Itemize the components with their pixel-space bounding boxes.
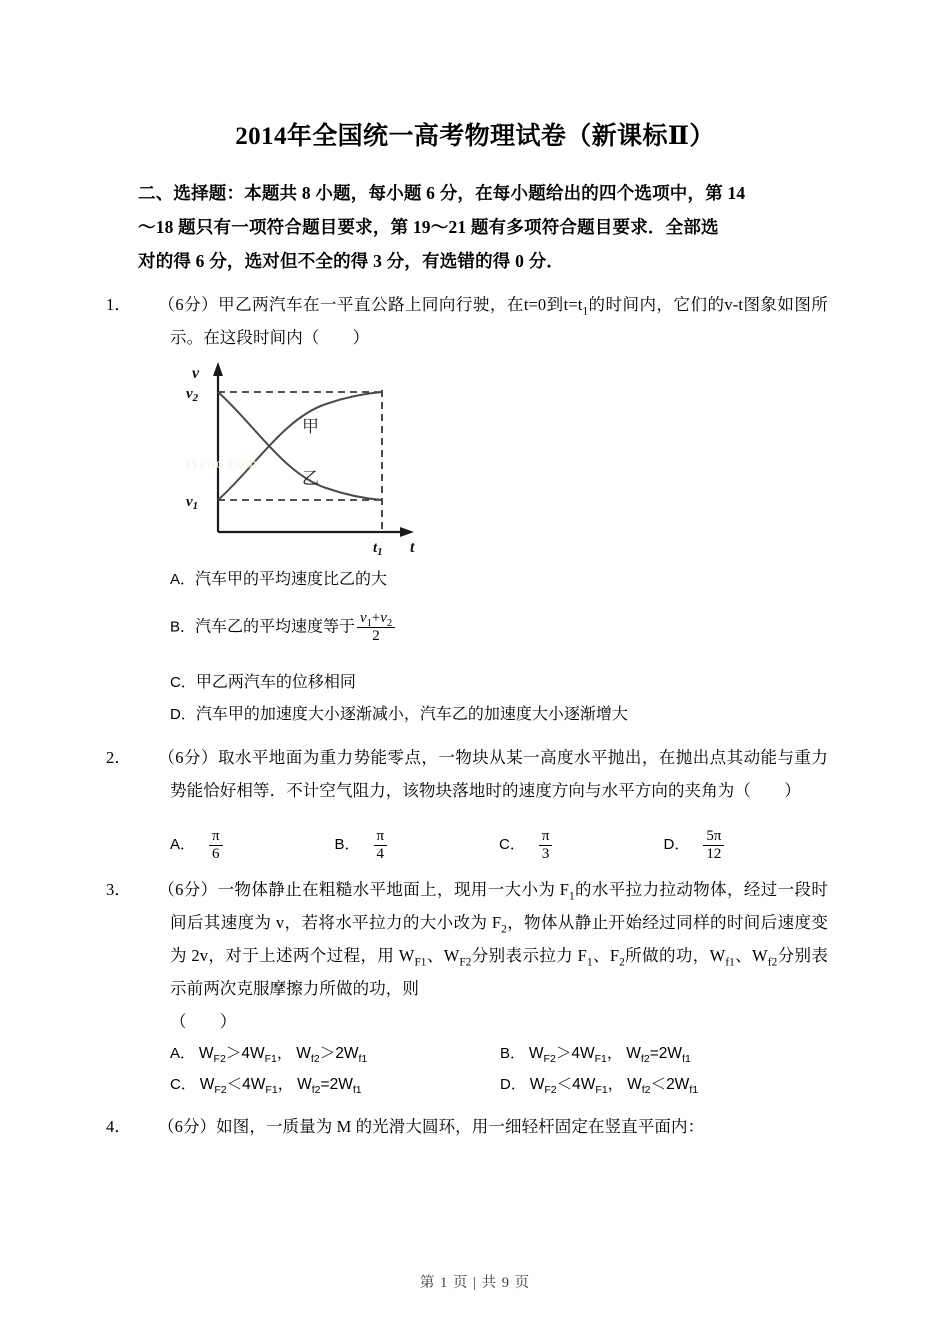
question-3-score: （6分）	[158, 879, 218, 899]
q3-stem-g: 所做的功，W	[624, 945, 726, 965]
q3-sub-h: f2	[767, 955, 778, 968]
opt-b-s1: F2	[543, 1052, 556, 1065]
question-3-option-a	[170, 1038, 500, 1069]
option-b-fraction	[374, 828, 388, 863]
opt-c-s2: F1	[265, 1083, 278, 1096]
question-1-stem	[106, 288, 828, 354]
opt-d-mid: 4W	[572, 1075, 596, 1093]
question-3-stem	[106, 873, 828, 1005]
question-4-stem	[106, 1110, 828, 1143]
option-d-letter: D．	[663, 835, 690, 853]
option-d-numerator: 5π	[703, 828, 724, 846]
y-axis-arrow	[213, 362, 223, 376]
question-3-options-row-2	[138, 1069, 828, 1100]
opt-c-s3: f2	[311, 1083, 321, 1096]
opt-a-s1: F2	[213, 1052, 226, 1065]
q3-answer-paren: （ ）	[170, 1011, 237, 1031]
opt-a-mid: 4W	[241, 1044, 265, 1062]
document-content	[106, 176, 828, 1143]
question-2-options	[138, 807, 828, 863]
opt-c-s1: F2	[214, 1083, 227, 1096]
opt-c-s4: f1	[352, 1083, 362, 1096]
option-b-letter: B．	[170, 618, 196, 636]
question-1-stem-part2: 的时间内，它们的v‑t图象如图所示。在这段时间内（ ）	[170, 295, 828, 347]
option-d-fraction	[703, 828, 724, 863]
opt-b-w1: W	[528, 1044, 544, 1062]
q3-sub-b: 2	[501, 922, 507, 935]
opt-d-w1: W	[529, 1075, 545, 1093]
option-a-letter: A．	[170, 835, 196, 853]
question-3-option-d	[500, 1069, 698, 1100]
question-2-option-d	[664, 828, 829, 863]
question-4-stem-text: 如图，一质量为 M 的光滑大圆环，用一细轻杆固定在竖直平面内：	[216, 1116, 705, 1136]
opt-a-op1: ＞	[225, 1044, 242, 1062]
section-instructions	[138, 176, 828, 278]
question-1-score: （6分）	[158, 295, 219, 314]
question-4-score: （6分）	[158, 1116, 217, 1136]
opt-a-comma: ，	[276, 1044, 293, 1062]
opt-d-s1: F2	[544, 1083, 557, 1096]
question-2-stem-text: 取水平地面为重力势能零点，一物块从某一高度水平抛出，在抛出点其动能与重力势能恰好相等．不计空气阻力，该物块落地时的速度方向与水平方向的夹角为（ ）	[170, 747, 828, 800]
question-1	[106, 288, 828, 731]
option-b-numerator: π	[374, 828, 388, 846]
frac-v1-sub: 1	[366, 618, 372, 629]
question-2-stem	[106, 741, 828, 807]
opt-c-w1: W	[199, 1075, 215, 1093]
curve-jia	[218, 392, 382, 500]
opt-d-op2: ＜	[650, 1075, 667, 1093]
opt-c-mid: 4W	[242, 1075, 266, 1093]
opt-b-op2: =	[649, 1044, 659, 1062]
opt-b-s4: f1	[682, 1052, 691, 1065]
x-axis-label: t	[410, 539, 415, 556]
opt-a-s3: f2	[310, 1052, 320, 1065]
option-c-letter: C．	[499, 835, 525, 853]
q3-sub-a: 1	[569, 889, 575, 902]
q3-stem-h: 、W	[734, 945, 768, 965]
section-instructions-line-2: ～18 题只有一项符合题目要求，第 19～21 题有多项符合题目要求．全部选	[138, 217, 719, 237]
y-tick-v1: $v_1$	[186, 494, 199, 512]
question-2-option-b	[335, 828, 500, 863]
annotation-jia: 甲	[302, 417, 319, 436]
y-tick-v2: $v_2$	[186, 386, 199, 404]
opt-c-mid2: 2W	[329, 1075, 353, 1093]
question-2	[106, 741, 828, 863]
q3-stem-a: 一物体静止在粗糙水平地面上，现用一大小为 F	[217, 879, 570, 899]
question-2-option-c	[499, 828, 664, 863]
question-1-number: 1．	[106, 295, 131, 314]
option-b-denominator: 4	[376, 845, 385, 862]
option-a-letter: A．	[170, 1044, 196, 1062]
opt-d-comma: ，	[607, 1075, 624, 1093]
q3-stem-i: 分别表示前两次克服摩擦力所做的功，则	[170, 945, 828, 998]
option-d-text: 汽车甲的加速度大小逐渐减小，汽车乙的加速度大小逐渐增大	[195, 705, 628, 723]
q3-stem-b: 的水平拉力拉动物体，经过一段时间后其速度为 v，若将水平拉力的大小改为 F	[170, 879, 828, 932]
q3-stem-f: 、F	[592, 945, 620, 965]
q3-stem-d: 、W	[426, 945, 460, 965]
option-a-text: 汽车甲的平均速度比乙的大	[195, 571, 388, 588]
option-c-letter: C．	[170, 673, 196, 691]
opt-b-comma: ，	[606, 1044, 623, 1062]
opt-c-comma: ，	[277, 1075, 294, 1093]
option-b-text: 汽车乙的平均速度等于	[195, 618, 356, 636]
opt-a-s4: f1	[358, 1052, 368, 1065]
opt-d-s2: F1	[595, 1083, 608, 1096]
option-b-fraction-numerator	[357, 610, 395, 628]
option-a-numerator: π	[209, 828, 223, 846]
question-3-options-row-1	[138, 1038, 828, 1069]
opt-c-op2: =	[320, 1075, 330, 1093]
frac-v2: v	[380, 610, 387, 626]
option-d-letter: D．	[500, 1075, 526, 1093]
opt-a-w1: W	[198, 1044, 214, 1062]
watermark: jyeoo.com	[186, 456, 258, 472]
opt-a-op2: ＞	[319, 1044, 336, 1062]
question-1-option-b	[138, 610, 828, 645]
question-4	[106, 1110, 828, 1143]
page-footer: 第 1 页 | 共 9 页	[419, 1275, 531, 1291]
q3-stem-e: 分别表示拉力 F	[471, 945, 587, 965]
question-1-option-a	[138, 564, 828, 596]
question-3-option-b	[500, 1038, 691, 1069]
opt-d-s4: f1	[689, 1083, 699, 1096]
question-2-score: （6分）	[158, 747, 218, 767]
option-a-fraction	[209, 828, 223, 863]
velocity-time-graph-svg	[174, 360, 474, 560]
q3-stem-c: ，物体从静止开始经过同样的时间后速度变为 2v，对于上述两个过程，用 W	[170, 912, 828, 965]
frac-v2-sub: 2	[386, 618, 393, 629]
page-title: 2014年全国统一高考物理试卷（新课标Ⅱ）	[235, 123, 715, 150]
opt-a-w2: W	[296, 1044, 311, 1062]
opt-d-op1: ＜	[556, 1075, 573, 1093]
velocity-time-graph	[174, 360, 474, 560]
opt-d-s3: f2	[641, 1083, 651, 1096]
opt-d-mid2: 2W	[666, 1075, 690, 1093]
question-3-number: 3．	[106, 879, 131, 899]
question-3-option-c	[170, 1069, 500, 1100]
opt-b-s2: F1	[594, 1052, 607, 1065]
question-1-stem-sub: 1	[582, 305, 589, 318]
q3-sub-d: F2	[459, 955, 472, 968]
option-d-letter: D．	[170, 705, 196, 723]
opt-b-mid2: 2W	[658, 1044, 683, 1062]
option-c-numerator: π	[539, 828, 553, 846]
x-axis-arrow	[400, 527, 414, 537]
option-b-letter: B．	[500, 1044, 526, 1062]
option-c-letter: C．	[170, 1075, 196, 1093]
option-b-letter: B．	[334, 835, 360, 853]
opt-b-s3: f2	[640, 1052, 650, 1065]
opt-b-op1: ＞	[555, 1044, 572, 1062]
option-b-fraction-denominator: 2	[372, 627, 380, 644]
q3-sub-g: f1	[725, 955, 735, 968]
x-tick-t1: $t_1$	[373, 540, 383, 558]
opt-c-op1: ＜	[226, 1075, 243, 1093]
question-4-number: 4．	[106, 1116, 131, 1136]
opt-d-w2: W	[627, 1075, 642, 1093]
question-1-option-d	[138, 699, 828, 731]
opt-a-mid2: 2W	[335, 1044, 359, 1062]
opt-b-w2: W	[626, 1044, 641, 1062]
annotation-yi: 乙	[302, 469, 319, 488]
option-a-letter: A．	[170, 571, 196, 588]
frac-plus: +	[371, 610, 381, 626]
question-3-paren	[138, 1005, 828, 1038]
option-c-fraction	[539, 828, 553, 863]
option-c-denominator: 3	[541, 845, 550, 862]
y-axis-label: v	[192, 365, 200, 382]
q3-sub-f: 2	[619, 955, 625, 968]
question-1-option-c	[138, 667, 828, 699]
section-instructions-line-3: 对的得 6 分，选对但不全的得 3 分，有选错的得 0 分．	[138, 251, 564, 271]
option-d-denominator: 12	[706, 845, 722, 862]
option-b-fraction	[357, 610, 395, 645]
frac-v1: v	[360, 610, 367, 626]
option-a-denominator: 6	[212, 845, 220, 862]
section-instructions-line-1: 二、选择题：本题共 8 小题，每小题 6 分，在每小题给出的四个选项中，第 14	[138, 183, 746, 203]
opt-b-mid: 4W	[571, 1044, 595, 1062]
q3-sub-e: 1	[586, 955, 593, 968]
question-2-option-a	[170, 828, 335, 863]
opt-a-s2: F1	[264, 1052, 277, 1065]
curve-yi	[218, 392, 382, 500]
question-1-stem-part1: 甲乙两汽车在一平直公路上同向行驶，在t=0到t=t	[218, 295, 583, 314]
option-c-text: 甲乙两汽车的位移相同	[195, 673, 356, 691]
question-2-number: 2．	[106, 747, 131, 767]
question-3	[106, 873, 828, 1100]
opt-c-w2: W	[297, 1075, 312, 1093]
q3-sub-c: F1	[414, 955, 427, 968]
